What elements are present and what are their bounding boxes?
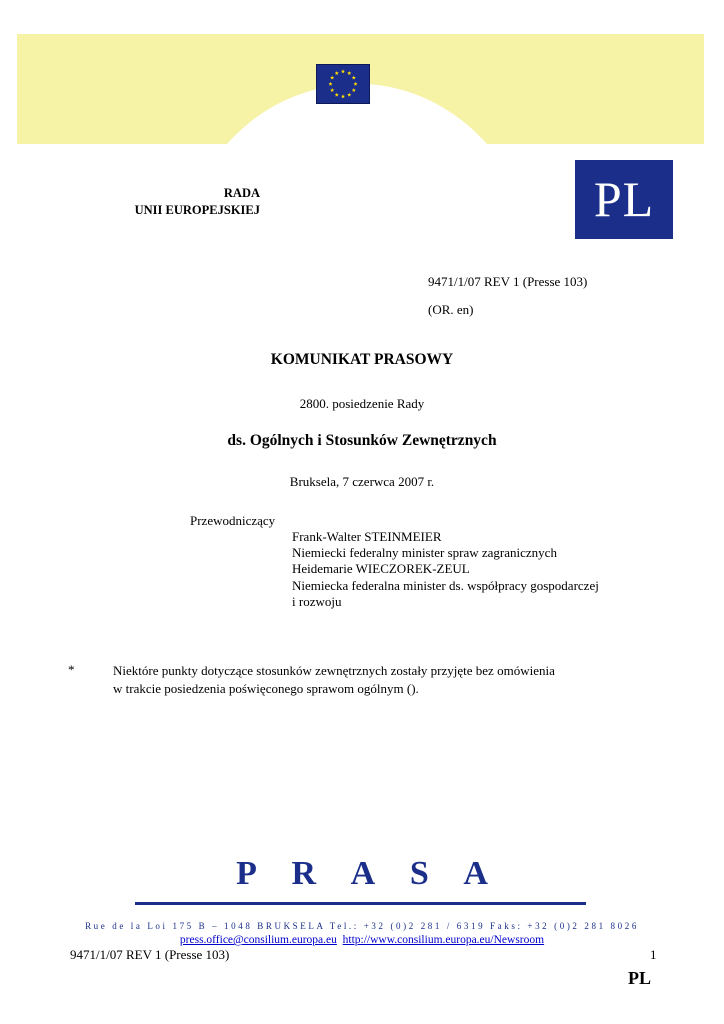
chair-line: Frank-Walter STEINMEIER: [292, 529, 442, 544]
footer-language: PL: [628, 968, 652, 988]
eu-flag-logo: [316, 64, 370, 104]
council-name: [98, 185, 260, 219]
reference-number: 9471/1/07 REV 1 (Presse 103): [428, 274, 588, 289]
council-line-1: RADA: [223, 186, 260, 200]
eu-star-icon: [330, 88, 334, 92]
eu-star-icon: [335, 93, 339, 97]
page-number: 1: [650, 947, 657, 962]
chair-line: Niemiecka federalna minister ds. współpracy gospodarczej: [292, 577, 599, 593]
eu-star-icon: [353, 82, 357, 86]
chair-label: Przewodniczący: [190, 513, 276, 528]
eu-stars-icon: [317, 65, 369, 103]
eu-star-icon: [352, 88, 356, 92]
eu-star-icon: [341, 94, 345, 98]
website-link[interactable]: http://www.consilium.europa.eu/Newsroom: [342, 934, 545, 946]
document-reference: [428, 268, 587, 324]
contact-address: Rue de la Loi 175 B – 1048 BRUKSELA Tel.: +32 (0)2 281 / 6319 Faks: +32 (0)2 281 8026: [85, 921, 639, 931]
eu-star-icon: [335, 71, 339, 75]
eu-star-icon: [352, 76, 356, 80]
eu-star-icon: [347, 71, 351, 75]
note-text: [113, 662, 555, 697]
eu-star-icon: [347, 93, 351, 97]
meeting-number: 2800. posiedzenie Rady: [299, 396, 425, 411]
chair-line: i rozwoju: [292, 593, 342, 609]
language-badge: PL: [575, 160, 673, 239]
original-language: (OR. en): [428, 302, 474, 317]
press-divider: [135, 902, 586, 905]
page-title: KOMUNIKAT PRASOWY: [270, 351, 454, 368]
contact-links: [0, 934, 724, 946]
chair-list: [292, 529, 599, 610]
council-line-2: UNII EUROPEJSKIEJ: [134, 203, 260, 217]
eu-star-icon: [341, 69, 345, 73]
footer-reference: 9471/1/07 REV 1 (Presse 103): [70, 947, 230, 962]
press-heading: P R A S A: [236, 855, 502, 892]
place-date: Bruksela, 7 czerwca 2007 r.: [289, 474, 435, 489]
email-link[interactable]: press.office@consilium.europa.eu: [179, 934, 337, 946]
note-marker: *: [68, 662, 75, 677]
council-configuration: ds. Ogólnych i Stosunków Zewnętrznych: [227, 432, 497, 449]
chair-line: Niemiecki federalny minister spraw zagranicznych: [292, 545, 557, 561]
eu-star-icon: [328, 82, 332, 86]
note-line: w trakcie posiedzenia poświęconego sprawom ogólnym ().: [113, 680, 419, 696]
eu-star-icon: [330, 76, 334, 80]
chair-line: Heidemarie WIECZOREK-ZEUL: [292, 561, 470, 577]
note-line: Niektóre punkty dotyczące stosunków zewnętrznych zostały przyjęte bez omówienia: [113, 663, 555, 678]
